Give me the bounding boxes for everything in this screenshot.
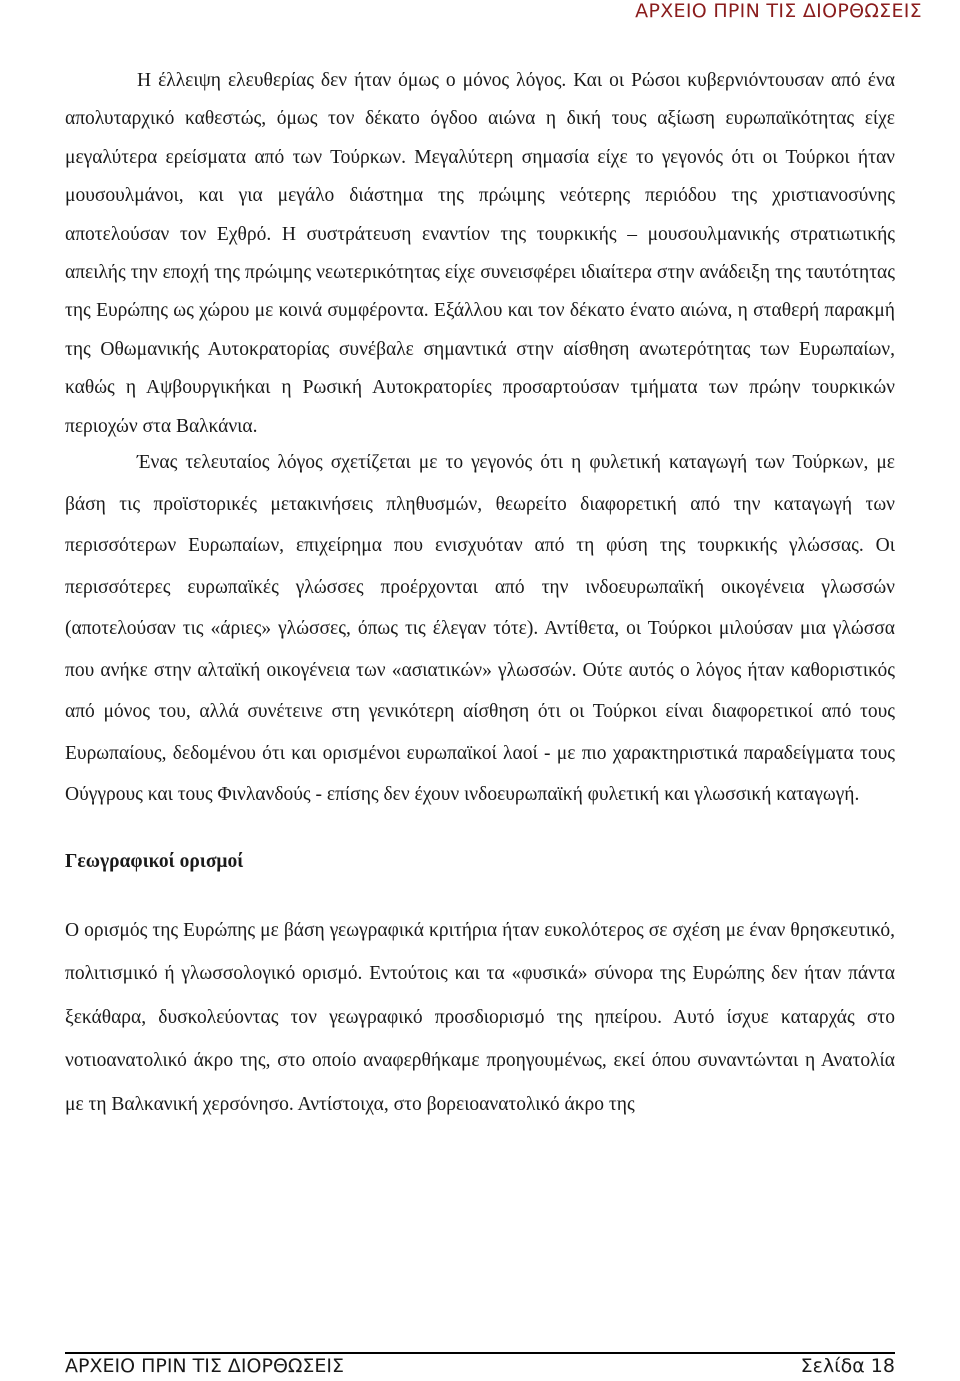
document-body xyxy=(65,62,895,1126)
page-number: Σελίδα 18 xyxy=(800,1355,895,1377)
footer-title: ΑΡΧΕΙΟ ΠΡΙΝ ΤΙΣ ΔΙΟΡΘΩΣΕΙΣ xyxy=(65,1355,345,1377)
page-footer xyxy=(65,1355,895,1377)
footer-rule xyxy=(65,1352,895,1354)
paragraph-3: Ο ορισμός της Ευρώπης με βάση γεωγραφικά κριτήρια ήταν ευκολότερος σε σχέση με έναν θρησκευτικό, πολιτισμικό ή γλωσσολογικό ορισμό. Εντούτοις και τα «φυσικά» σύνορα της Ευρώπης δεν ήταν πάντα ξεκάθαρα, δυσκολεύοντας τον γεωγραφικό προσδιορισμό της ηπείρου. Αυτό ίσχυε καταρχάς στο νοτιοανατολικό άκρο της, στο οποίο αναφερθήκαμε προηγουμένως, εκεί όπου συναντώνται η Ανατολία με τη Βαλκανική χερσόνησο. Αντίστοιχα, στο βορειοανατολικό άκρο της xyxy=(65,919,895,1115)
section-heading: Γεωγραφικοί ορισμοί xyxy=(65,850,244,872)
paragraph-2: Ένας τελευταίος λόγος σχετίζεται με το γεγονός ότι η φυλετική καταγωγή των Τούρκων, με βάση τις προϊστορικές μετακινήσεις πληθυσμών, θεωρείτο διαφορετική από την καταγωγή των περισσότερων Ευρωπαίων, επιχείρημα που ενισχυόταν από τη φύση της τουρκικής γλώσσας. Οι περισσότερες ευρωπαϊκές γλώσσες προέρχονται από την ινδοευρωπαϊκή οικογένεια γλωσσών (αποτελούσαν τις «άριες» γλώσσες, όπως τις έλεγαν τότε). Αντίθετα, οι Τούρκοι μιλούσαν μια γλώσσα που ανήκε στην αλταϊκή οικογένεια των «ασιατικών» γλωσσών. Ούτε αυτός ο λόγος ήταν καθοριστικός από μόνος του, αλλά συνέτεινε στη γενικότερη αίσθηση ότι οι Τούρκοι είναι διαφορετικοί από τους Ευρωπαίους, δεδομένου ότι και ορισμένοι ευρωπαϊκοί λαοί - με πιο χαρακτηριστικά παραδείγματα τους Ούγγρους και τους Φινλανδούς - επίσης δεν έχουν ινδοευρωπαϊκή φυλετική και γλωσσική καταγωγή. xyxy=(65,452,895,806)
running-header-title: ΑΡΧΕΙΟ ΠΡΙΝ ΤΙΣ ΔΙΟΡΘΩΣΕΙΣ xyxy=(635,0,922,22)
paragraph-1: Η έλλειψη ελευθερίας δεν ήταν όμως ο μόνος λόγος. Και οι Ρώσοι κυβερνιόντουσαν από ένα απολυταρχικό καθεστώς, όμως τον δέκατο όγδοο αιώνα η δική τους αξίωση ευρωπαϊκότητας είχε μεγαλύτερα ερείσματα από των Τούρκων. Μεγαλύτερη σημασία είχε το γεγονός ότι οι Τούρκοι ήταν μουσουλμάνοι, και για μεγάλο διάστημα της πρώιμης νεότερης περιόδου της χριστιανοσύνης αποτελούσαν τον Εχθρό. Η συστράτευση εναντίον της τουρκικής – μουσουλμανικής στρατιωτικής απειλής την εποχή της πρώιμης νεωτερικότητας είχε συνεισφέρει ιδιαίτερα στην ανάδειξη της ταυτότητας της Ευρώπης ως χώρου με κοινά συμφέροντα. Εξάλλου και τον δέκατο ένατο αιώνα, η σταθερή παρακμή της Οθωμανικής Αυτοκρατορίας συνέβαλε σημαντικά στην αίσθηση ανωτερότητας των Ευρωπαίων, καθώς η Αψβουργικήκαι η Ρωσική Αυτοκρατορίες προσαρτούσαν τμήματα των πρώην τουρκικών περιοχών στα Βαλκάνια. xyxy=(65,70,895,437)
